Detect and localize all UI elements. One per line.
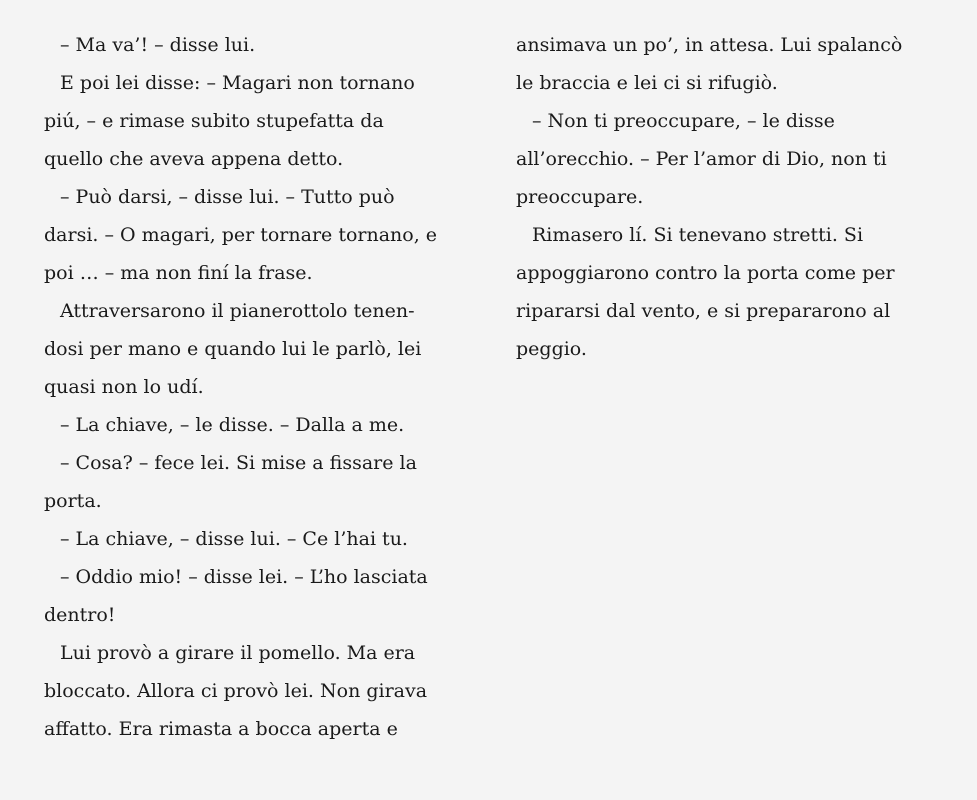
- paragraph: – Oddio mio! – disse lei. – L’ho lasciata dentro!: [44, 566, 428, 626]
- paragraph: – Cosa? – fece lei. Si mise a fissare la porta.: [44, 452, 417, 512]
- paragraph: Lui provò a girare il pomello. Ma era bloccato. Allora ci provò lei. Non girava affatto. Era rimasta a bocca aperta e: [44, 642, 428, 740]
- paragraph: – Può darsi, – disse lui. – Tutto può darsi. – O magari, per tornare tornano, e poi … – ma non finí la frase.: [44, 186, 438, 284]
- left-text-column: [44, 26, 484, 748]
- continued-paragraph: ansimava un po’, in attesa. Lui spalancò le braccia e lei ci si rifugiò.: [516, 34, 903, 94]
- paragraph: – Non ti preoccupare, – le disse all’orecchio. – Per l’amor di Dio, non ti preoccupare.: [516, 110, 887, 208]
- paragraph: – Ma va’! – disse lui.: [60, 34, 256, 56]
- paragraph: Rimasero lí. Si tenevano stretti. Si appoggiarono contro la porta come per ripararsi dal vento, e si prepararono al peggio.: [516, 224, 895, 360]
- paragraph: Attraversarono il pianerottolo tenen- dosi per mano e quando lui le parlò, lei quasi non lo udí.: [44, 300, 422, 398]
- paragraph: – La chiave, – disse lui. – Ce l’hai tu.: [60, 528, 408, 550]
- paragraph: E poi lei disse: – Magari non tornano piú, – e rimase subito stupefatta da quello che aveva appena detto.: [44, 72, 415, 170]
- right-text-column: [516, 26, 956, 368]
- paragraph: – La chiave, – le disse. – Dalla a me.: [60, 414, 405, 436]
